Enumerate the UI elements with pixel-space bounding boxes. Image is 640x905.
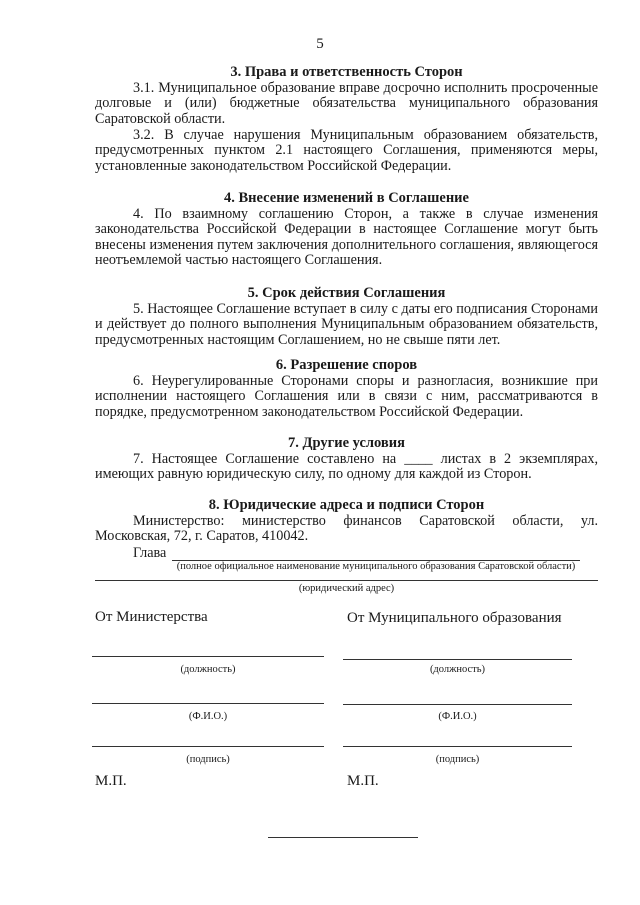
section-6-heading: 6. Разрешение споров	[275, 357, 418, 373]
section-7-text-after: листах в 2 экземплярах, имеющих равную юридическую силу, по одному для каждой из Сторон.	[95, 451, 599, 483]
ministry-position-line	[92, 656, 324, 657]
municipality-position-caption: (должность)	[429, 664, 486, 675]
ministry-signature-caption: (подпись)	[186, 754, 230, 765]
section-3-heading: 3. Права и ответственность Сторон	[230, 64, 463, 80]
section-6-paragraph-1: 6. Неурегулированные Сторонами споры и разногласия, возникшие при исполнении настоящего Соглашения или в связи с ним, рассматриваются в порядке, предусмотренном законодательством Российской Федерации.	[95, 373, 598, 420]
section-8-heading: 8. Юридические адреса и подписи Сторон	[208, 497, 485, 513]
sheet-count-blank: ____	[404, 451, 433, 467]
ministry-position-caption: (должность)	[180, 664, 236, 675]
section-7-text-before: 7. Настоящее Соглашение составлено на	[133, 451, 397, 467]
ministry-address: Министерство: министерство финансов Саратовской области, ул. Московская, 72, г. Саратов, 410042.	[95, 513, 598, 545]
section-7-paragraph-1	[95, 452, 598, 483]
section-4-heading: 4. Внесение изменений в Соглашение	[224, 190, 469, 206]
full-name-caption: (полное официальное наименование муниципального образования Саратовской области)	[176, 561, 576, 572]
section-7-heading: 7. Другие условия	[288, 435, 405, 451]
ministry-signature-line	[92, 746, 324, 747]
section-3-paragraph-2: 3.2. В случае нарушения Муниципальным образованием обязательств, предусмотренных пунктом 2.1 настоящего Соглашения, применяются меры, установленные законодательством Российской Федерации.	[95, 127, 598, 174]
municipality-name-line	[343, 704, 572, 705]
legal-address-line	[95, 580, 598, 581]
ministry-signature-title: От Министерства	[95, 609, 208, 625]
municipality-name-caption: (Ф.И.О.)	[438, 711, 477, 722]
municipality-seal: М.П.	[347, 773, 379, 789]
municipality-signature-line	[343, 746, 572, 747]
ministry-name-caption: (Ф.И.О.)	[188, 711, 228, 722]
municipality-signature-caption: (подпись)	[435, 754, 480, 765]
municipality-signature-title: От Муниципального образования	[347, 610, 562, 626]
bottom-separator	[268, 837, 418, 838]
section-5-paragraph-1: 5. Настоящее Соглашение вступает в силу с даты его подписания Сторонами и действует до полного выполнения Муниципальным образованием обязательств, предусмотренных настоящим Соглашением, но не свыше пяти лет.	[95, 301, 598, 348]
municipality-position-line	[343, 659, 572, 660]
ministry-name-line	[92, 703, 324, 704]
section-3-paragraph-1: 3.1. Муниципальное образование вправе досрочно исполнить просроченные долговые и (или) бюджетные обязательства муниципального образования Саратовской области.	[95, 80, 598, 127]
section-5-heading: 5. Срок действия Соглашения	[247, 285, 446, 301]
section-4-paragraph-1: 4. По взаимному соглашению Сторон, а также в случае изменения законодательства Российской Федерации в настоящее Соглашение могут быть внесены изменения путем заключения дополнительного соглашения, являющегося неотъемлемой частью настоящего Соглашения.	[95, 206, 598, 269]
page-number: 5	[316, 36, 324, 52]
ministry-seal: М.П.	[95, 773, 127, 789]
legal-address-caption: (юридический адрес)	[298, 583, 395, 594]
head-label: Глава	[133, 545, 167, 561]
